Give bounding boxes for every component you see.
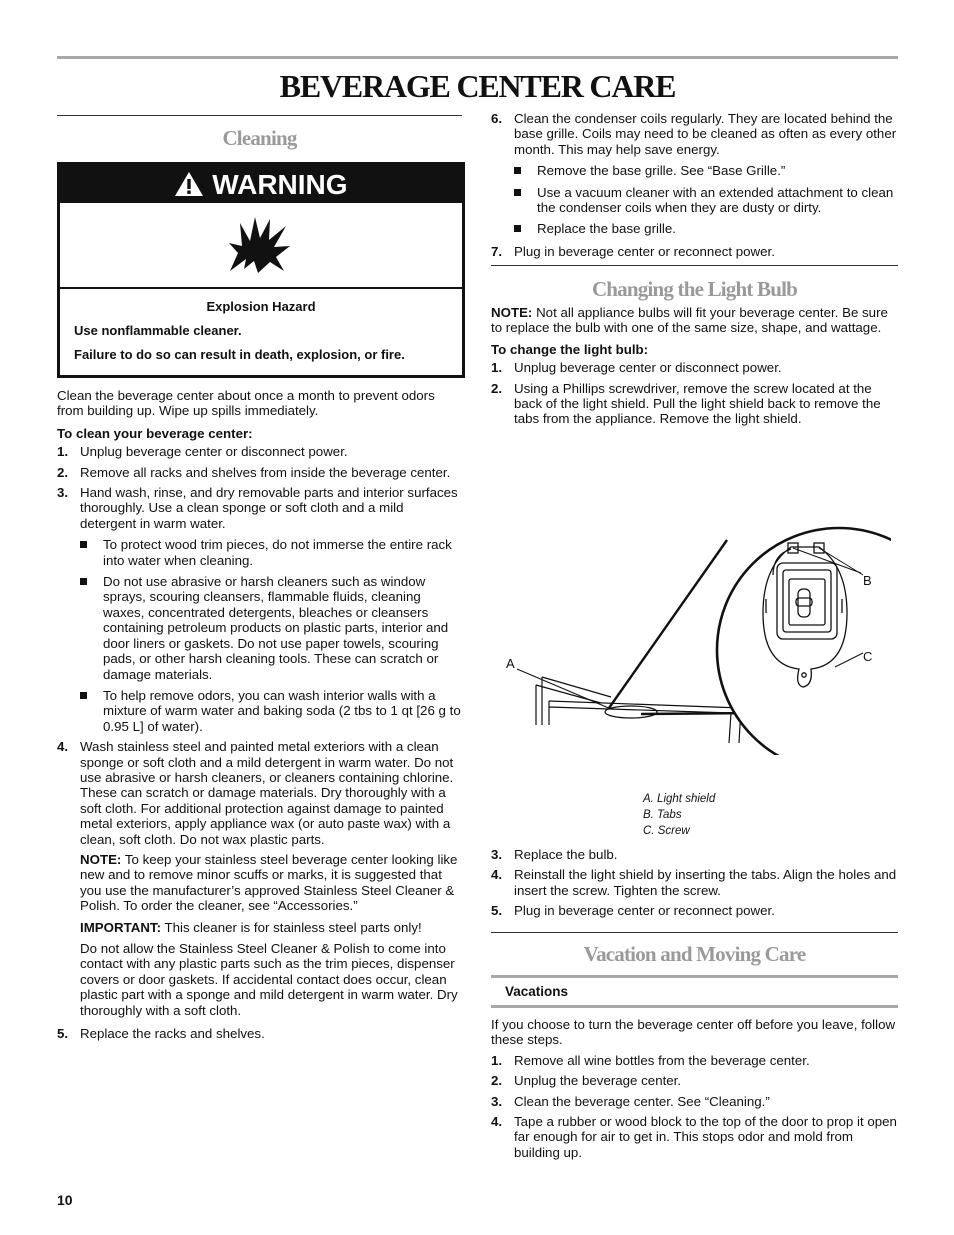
light-bulb-subhead: To change the light bulb: [491,341,649,357]
list-item [491,360,898,375]
warning-text [60,289,462,362]
list-item [491,111,898,237]
step-number: 5. [57,1026,69,1042]
explosion-icon [226,213,296,275]
figure-label-a: A [506,656,515,671]
list-item [57,444,462,459]
bullet-text: To help remove odors, you can wash interior walls with a mixture of warm water and baking soda (2 tbs to 1 qt [26 g to 0.95 L] of water). [103,687,461,734]
step-number: 6. [491,111,503,126]
subsection-rule-bottom [491,1005,898,1008]
list-item [491,903,898,918]
warning-label: WARNING [212,169,348,200]
step-number: 1. [57,444,69,460]
list-item [491,1053,898,1068]
figure-label-b: B [863,573,872,588]
list-item [491,847,898,862]
step-text: Remove all wine bottles from the beverage center. [514,1052,810,1068]
section-heading-cleaning: Cleaning [222,126,297,150]
magnify-circle [717,528,891,755]
list-item [491,1094,898,1109]
vacation-intro: If you choose to turn the beverage center off before you leave, follow these steps. [491,1017,896,1048]
step-number: 2. [491,1073,503,1089]
light-shield-small [605,706,657,718]
step-number: 4. [491,867,503,883]
figure-caption [643,791,715,839]
step-text: Unplug beverage center or disconnect power. [80,444,348,460]
bullet-item [514,221,898,236]
top-rule [57,56,898,59]
list-item [57,1026,462,1041]
list-item [57,465,462,480]
list-item [491,244,898,259]
list-item [491,1073,898,1088]
step-text: Tape a rubber or wood block to the top of the door to prop it open far enough for air to get in. This stops odor and mold from building up. [514,1114,897,1160]
list-item [57,739,462,1018]
bullet-square-icon [80,578,87,585]
step-text: Hand wash, rinse, and dry removable parts and interior surfaces thoroughly. Use a clean sponge or soft cloth and a mild detergent in warm water. [80,485,458,531]
step-number: 4. [57,739,69,755]
figure-label-c: C [863,649,873,664]
section-heading-vacation: Vacation and Moving Care [583,942,806,966]
cleaning-continued [491,111,898,259]
warning-pictogram-area [60,203,462,289]
bullet-square-icon [80,692,87,699]
step-number: 4. [491,1114,503,1130]
bullet-item [80,574,462,682]
list-item [491,1114,898,1160]
bullet-item [80,537,462,568]
step-text: Replace the bulb. [514,847,618,862]
light-bulb-steps-continued [491,847,898,919]
bullet-square-icon [514,189,521,196]
step-number: 7. [491,243,503,259]
subsection-rule-top [491,975,898,978]
step4-extra: Do not allow the Stainless Steel Cleaner & Polish to come into contact with any plastic parts such as the trim pieces, dispenser covers or door gaskets. If accidental contact does occur, clean plastic part with a sponge and mild detergent in warm water. Dry thoroughly with a soft cloth. [80,941,458,1018]
step-number: 1. [491,1052,503,1068]
warning-header [60,165,462,203]
vacations-subhead: Vacations [505,984,569,999]
step-text: Remove all racks and shelves from inside the beverage center. [80,464,451,480]
note-label: NOTE: [80,851,122,867]
step4-important [80,920,462,935]
light-bulb-note [491,305,898,336]
section-rule [491,932,898,933]
section-rule [491,265,898,266]
page-title: BEVERAGE CENTER CARE [279,68,676,104]
vacation-column [491,1017,898,1160]
step-number: 2. [57,464,69,480]
cleaning-column [57,388,462,1041]
light-shield-figure [491,515,891,755]
bullet-item [80,688,462,734]
bullet-text: Replace the base grille. [537,221,676,237]
note-text: To keep your stainless steel beverage center looking like new and to remove minor scuffs or marks, it is suggested that you use the manufacturer’s approved Stainless Steel Cleaner & Polish. To order the cleaner, see “Accessories.” [80,851,458,914]
list-item [57,485,462,734]
step-text: Plug in beverage center or reconnect power. [514,243,775,259]
appliance-ceiling-lines [536,677,741,743]
step4-note [80,852,462,914]
light-bulb-column [491,305,898,427]
warning-box [57,162,465,378]
bullet-square-icon [80,541,87,548]
note-label: NOTE: [491,305,533,320]
page-number: 10 [57,1192,73,1208]
warning-line-2: Failure to do so can result in death, explosion, or fire. [74,347,405,362]
bullet-square-icon [514,225,521,232]
step-number: 5. [491,903,503,919]
step-number: 3. [57,485,69,501]
bullet-text: Do not use abrasive or harsh cleaners such as window sprays, scouring cleansers, flammable fluids, cleaning waxes, concentrated detergents, bleaches or cleansers containing petroleum products on plastic parts, interior and door liners or gaskets. Do not use paper towels, scouring pads, or other harsh cleaning tools. These can scratch or damage materials. [103,574,449,682]
caption-line: A. Light shield [643,793,716,805]
step-text: Unplug beverage center or disconnect power. [514,360,782,376]
section-heading-light-bulb: Changing the Light Bulb [591,277,798,301]
step-text: Wash stainless steel and painted metal exteriors with a clean sponge or soft cloth and a mild detergent in warm water. Do not use abrasive or harsh cleaners, or cleaners containing chlorine. These can scratch or damage materials. Dry thoroughly with a soft cloth. For additional protection against damage to painted metal exteriors, apply appliance wax (or auto paste wax) with a clean, soft cloth. Do not wax plastic parts. [80,739,454,847]
step-number: 3. [491,1093,503,1109]
list-item [491,381,898,427]
important-text: This cleaner is for stainless steel parts only! [164,919,422,935]
section-rule [57,115,462,116]
caption-line: B. Tabs [643,809,682,821]
step-text: Replace the racks and shelves. [80,1026,265,1042]
note-text: Not all appliance bulbs will fit your beverage center. Be sure to replace the bulb with one of the same size, shape, and wattage. [491,305,888,336]
bullet-item [514,185,898,216]
bullet-text: To protect wood trim pieces, do not immerse the entire rack into water when cleaning. [103,537,452,568]
step-text: Clean the beverage center. See “Cleaning.” [514,1093,770,1109]
important-label: IMPORTANT: [80,919,162,935]
warning-hazard: Explosion Hazard [206,299,316,314]
step-number: 1. [491,360,503,376]
caption-line: C. Screw [643,825,690,837]
step-number: 3. [491,847,503,862]
step-text: Reinstall the light shield by inserting the tabs. Align the holes and insert the screw. Tighten the screw. [514,867,897,898]
step-text: Unplug the beverage center. [514,1073,682,1089]
bullet-item [514,163,898,178]
bullet-text: Use a vacuum cleaner with an extended attachment to clean the condenser coils when they are dusty or dirty. [537,184,894,216]
cleaning-intro: Clean the beverage center about once a month to prevent odors from building up. Wipe up spills immediately. [57,388,435,419]
bullet-square-icon [514,167,521,174]
cleaning-subhead: To clean your beverage center: [57,425,253,441]
warning-triangle-icon [174,171,204,197]
warning-line-1: Use nonflammable cleaner. [74,323,242,338]
step-number: 2. [491,380,503,396]
step-text: Clean the condenser coils regularly. They are located behind the base grille. Coils may need to be cleaned as often as every other month. This may help save energy. [514,111,897,157]
list-item [491,867,898,898]
bullet-text: Remove the base grille. See “Base Grille.” [537,163,786,179]
leader-line-a [517,669,611,709]
step-text: Using a Phillips screwdriver, remove the screw located at the back of the light shield. Pull the light shield back to remove the tabs from the appliance. Remove the light shield. [514,380,881,427]
step-text: Plug in beverage center or reconnect power. [514,903,775,919]
